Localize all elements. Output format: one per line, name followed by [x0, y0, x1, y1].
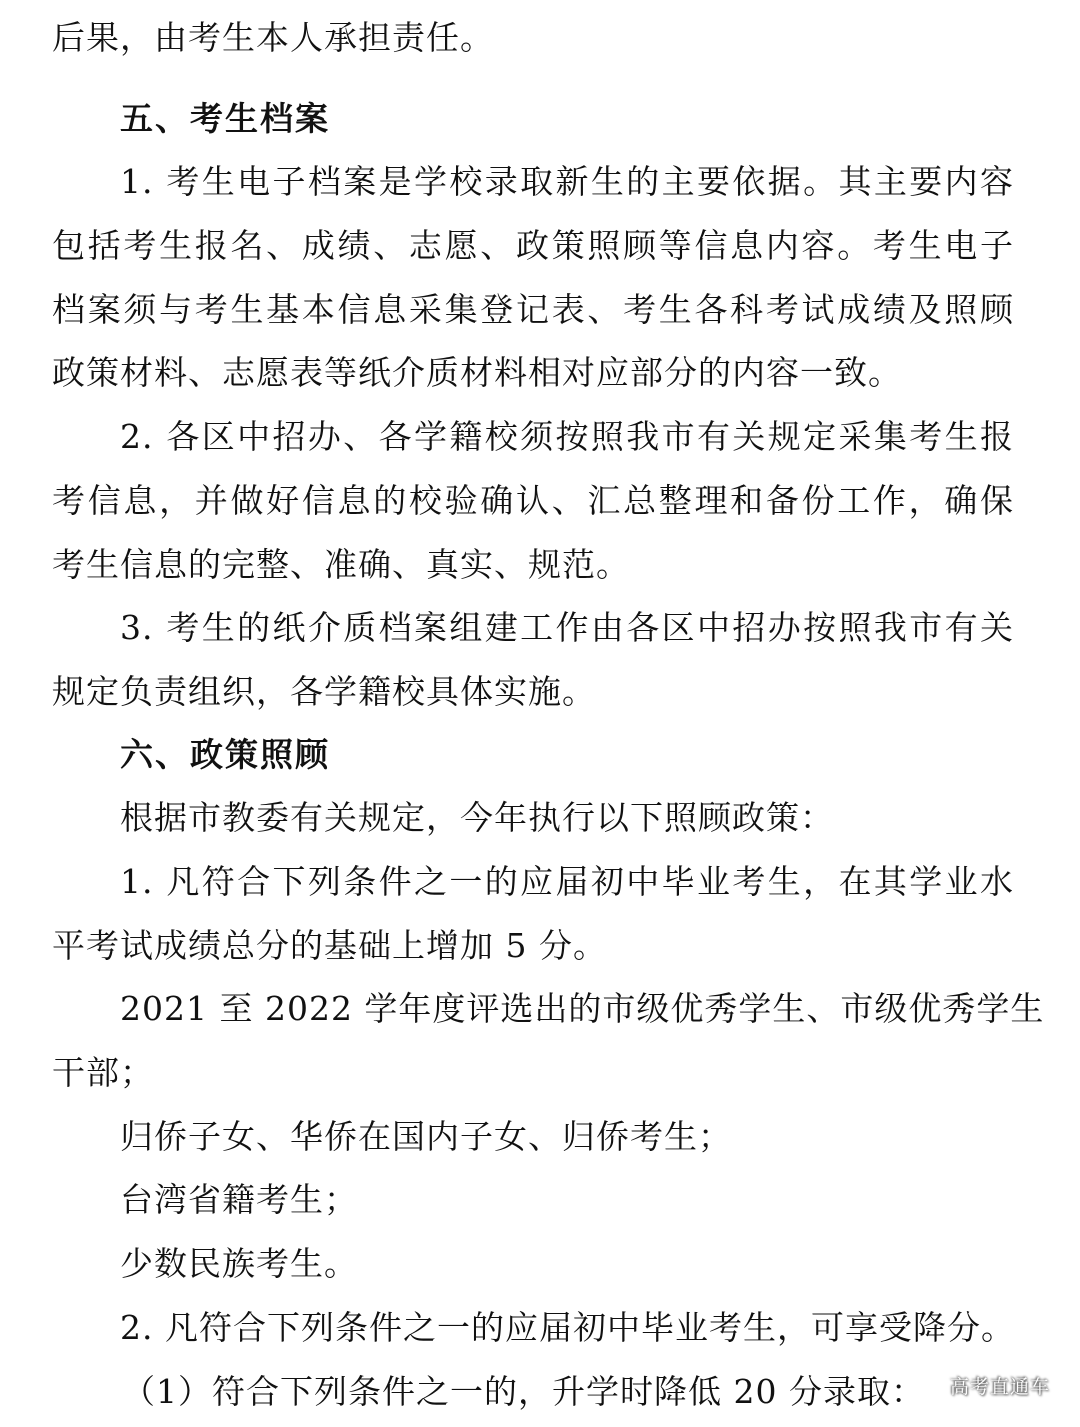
text-line: 根据市教委有关规定，今年执行以下照顾政策： — [120, 798, 834, 837]
text-line: 归侨子女、华侨在国内子女、归侨考生； — [120, 1117, 732, 1156]
text-line: 考信息，并做好信息的校验确认、汇总整理和备份工作，确保 — [52, 481, 1014, 520]
text-line: 2. 凡符合下列条件之一的应届初中毕业考生，可享受降分。 — [120, 1308, 1015, 1347]
section-heading: 六、政策照顾 — [120, 735, 330, 774]
watermark: 高考直通车 — [949, 1376, 1050, 1398]
text-line: 1. 考生电子档案是学校录取新生的主要依据。其主要内容 — [120, 162, 1014, 201]
text-line: （1）符合下列条件之一的，升学时降低 20 分录取： — [122, 1372, 925, 1411]
text-line: 政策材料、志愿表等纸介质材料相对应部分的内容一致。 — [52, 353, 902, 392]
text-line: 规定负责组织，各学籍校具体实施。 — [52, 672, 596, 711]
text-line: 干部； — [52, 1053, 154, 1092]
text-line: 2021 至 2022 学年度评选出的市级优秀学生、市级优秀学生 — [120, 989, 1045, 1028]
text-line: 平考试成绩总分的基础上增加 5 分。 — [52, 926, 607, 965]
text-line: 少数民族考生。 — [120, 1244, 358, 1283]
text-line: 台湾省籍考生； — [120, 1180, 358, 1219]
text-line: 包括考生报名、成绩、志愿、政策照顾等信息内容。考生电子 — [52, 226, 1014, 265]
text-line: 档案须与考生基本信息采集登记表、考生各科考试成绩及照顾 — [52, 290, 1014, 329]
text-line: 1. 凡符合下列条件之一的应届初中毕业考生，在其学业水 — [120, 862, 1014, 901]
section-heading: 五、考生档案 — [120, 99, 330, 138]
text-line: 考生信息的完整、准确、真实、规范。 — [52, 545, 630, 584]
text-line: 后果，由考生本人承担责任。 — [52, 18, 494, 57]
text-line: 2. 各区中招办、各学籍校须按照我市有关规定采集考生报 — [120, 417, 1014, 456]
text-line: 3. 考生的纸介质档案组建工作由各区中招办按照我市有关 — [120, 608, 1014, 647]
